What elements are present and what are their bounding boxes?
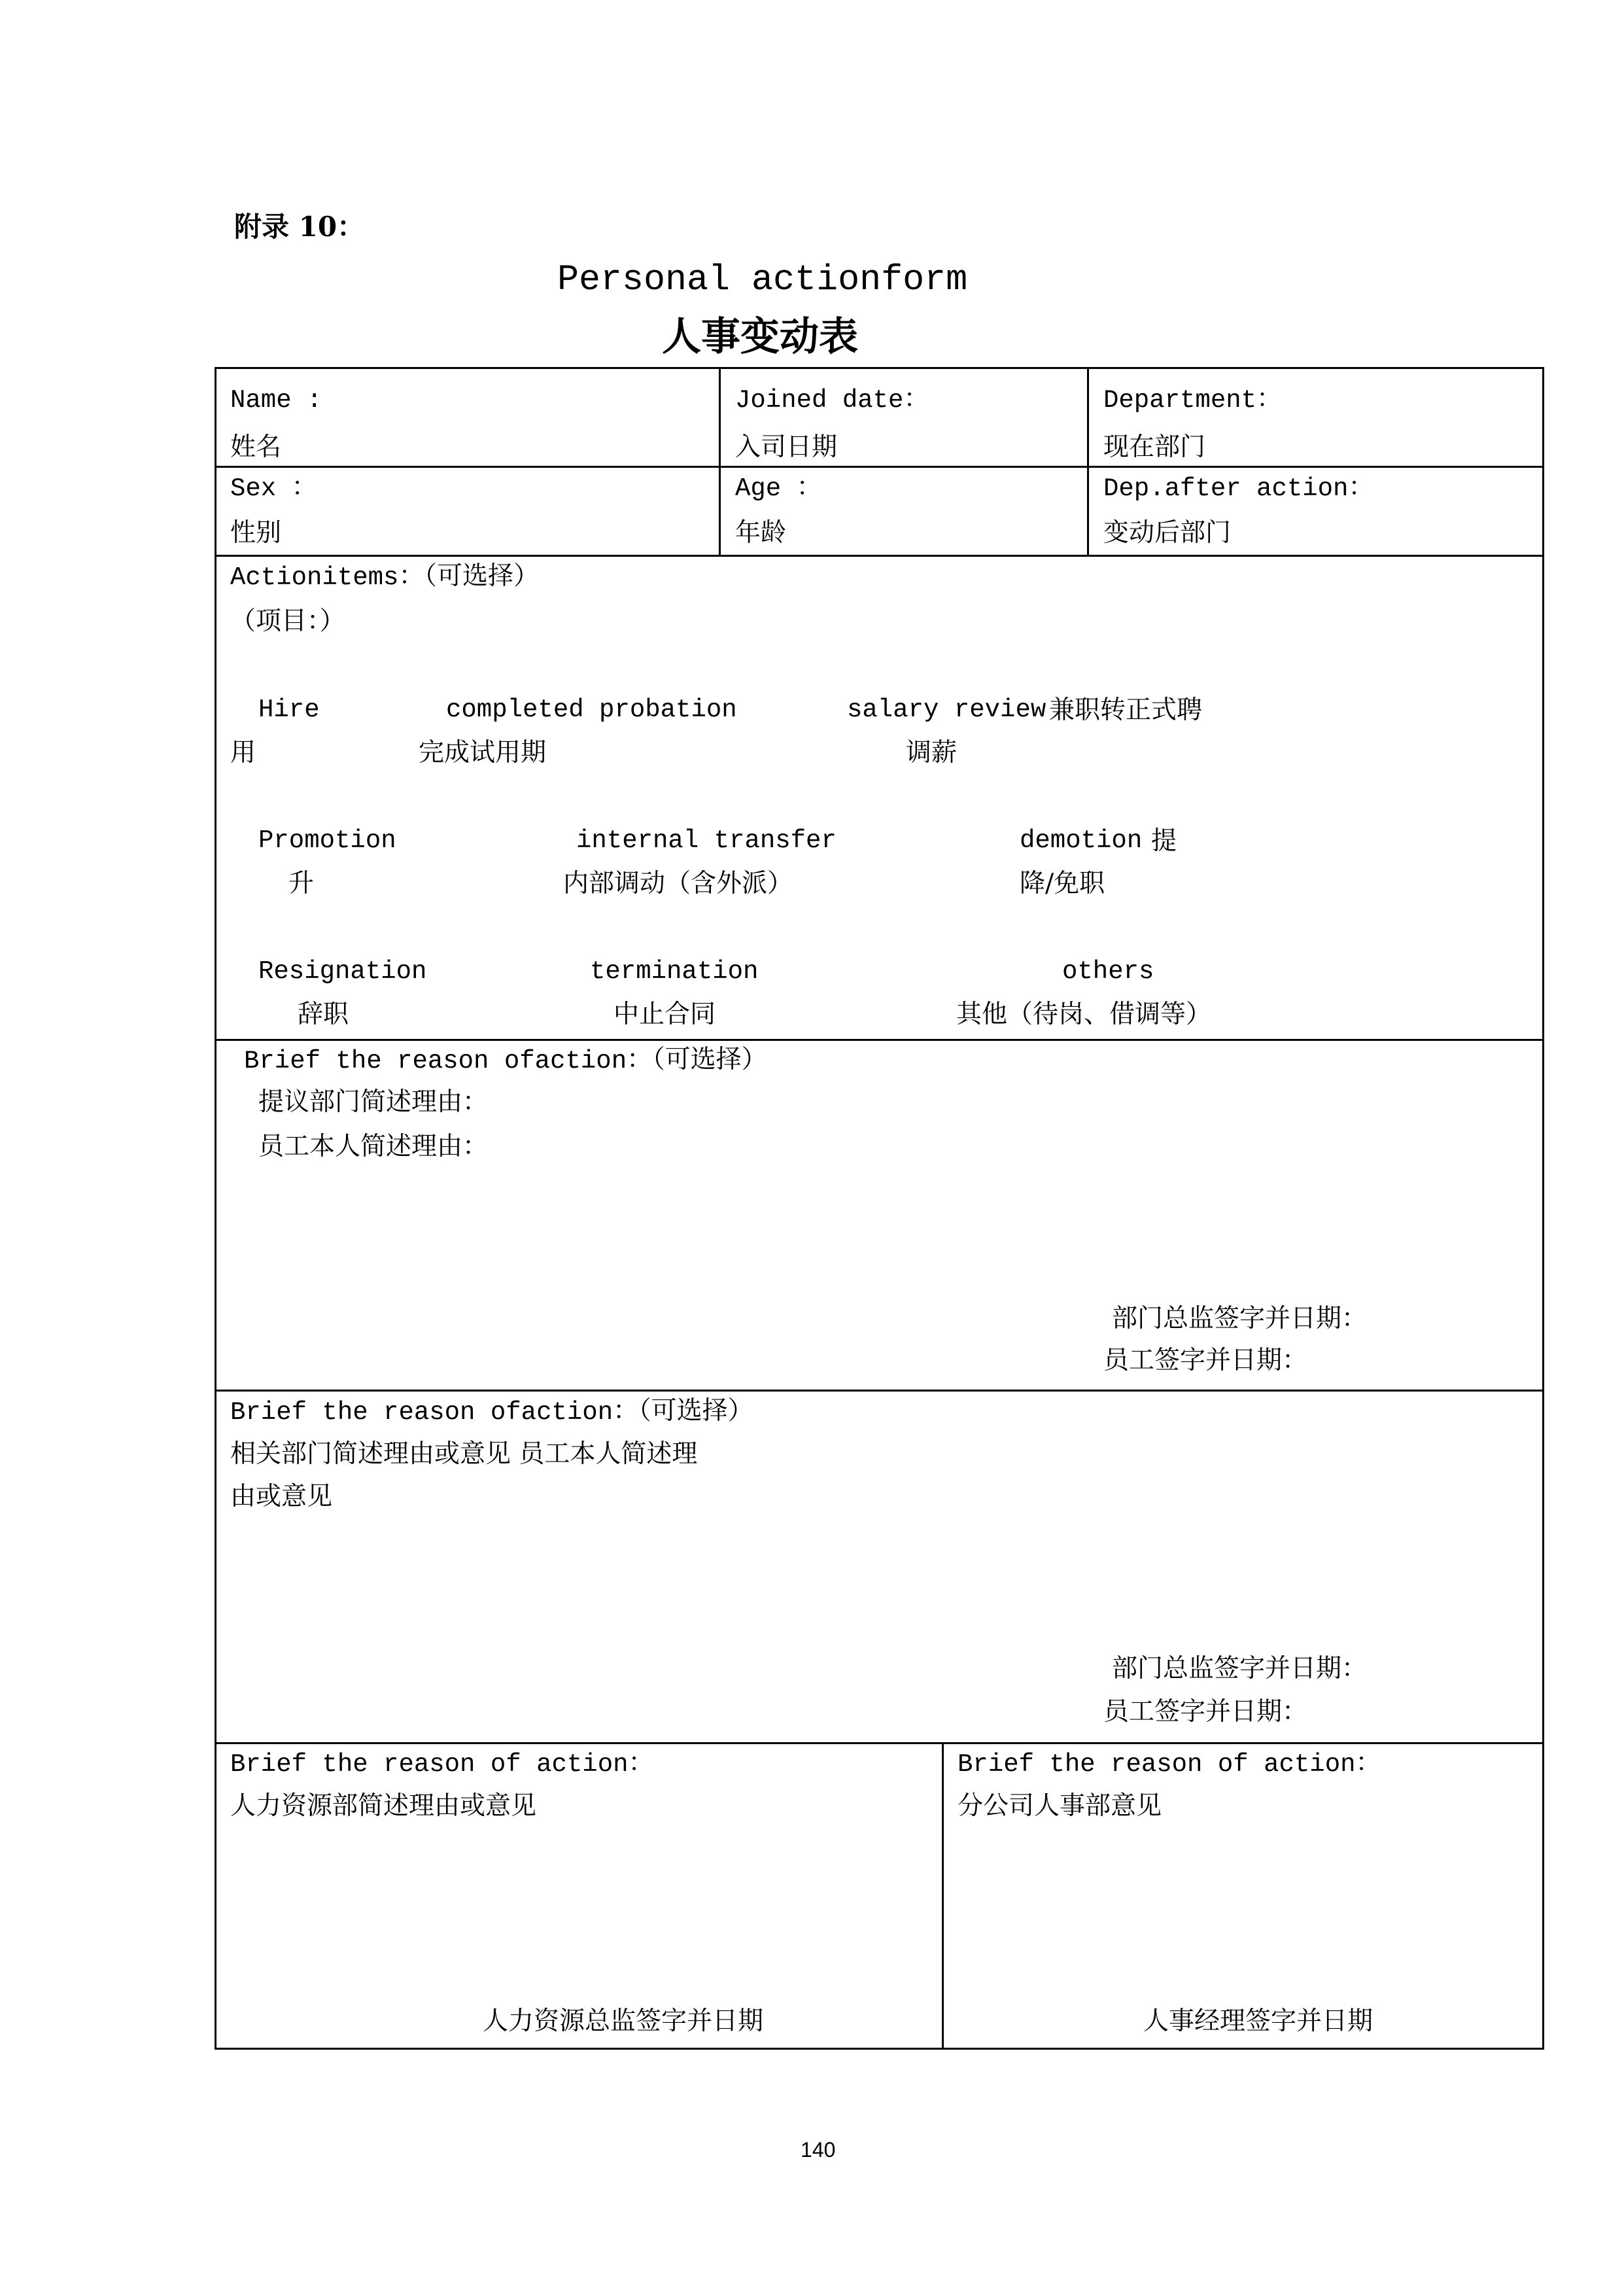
reason1-employee-reason-label: 员工本人简述理由：	[258, 1132, 489, 1161]
option-hire: Hire	[258, 695, 320, 724]
option-demotion: demotion	[1020, 826, 1143, 855]
option-termination-cn: 中止合同	[613, 1000, 716, 1029]
option-demotion-prefix-cn: 提	[1151, 826, 1177, 856]
age-label-en: Age ：	[735, 474, 822, 503]
dep-after-action-label-en: Dep.after action：	[1103, 474, 1374, 503]
option-salary-review-cn: 调薪	[906, 738, 958, 767]
option-promotion-cn: 升	[288, 869, 315, 898]
table-border-left	[215, 367, 216, 2050]
option-demotion-cn: 降/免职	[1020, 869, 1105, 898]
title-cn: 人事变动表	[662, 314, 858, 360]
sex-label-en: Sex ：	[230, 474, 317, 503]
row-divider	[215, 1390, 1544, 1392]
table-border-top	[215, 367, 1544, 369]
reason1-director-signature-label: 部门总监签字并日期：	[1112, 1304, 1368, 1333]
option-others-cn: 其他（待岗、借调等）	[956, 1000, 1212, 1029]
name-label-cn: 姓名	[230, 432, 282, 462]
table-border-bottom	[215, 2048, 1544, 2050]
reason2-body-line1: 相关部门简述理由或意见 员工本人简述理	[230, 1439, 698, 1469]
option-resignation-cn: 辞职	[298, 1000, 349, 1029]
joined-date-label-cn: 入司日期	[735, 432, 838, 462]
reason2-director-signature-label: 部门总监签字并日期：	[1112, 1654, 1368, 1683]
column-divider	[942, 1742, 944, 2050]
reason2-heading: Brief the reason ofaction：（可选择）	[230, 1398, 753, 1427]
option-termination: termination	[590, 957, 759, 986]
option-completed-probation: completed probation	[446, 695, 737, 724]
reason2-body-line2: 由或意见	[230, 1482, 333, 1511]
reason1-employee-signature-label: 员工签字并日期：	[1103, 1346, 1308, 1375]
option-hire-cn: 用	[230, 738, 256, 767]
reason1-dept-reason-label: 提议部门简述理由：	[258, 1087, 489, 1117]
page-number: 140	[801, 2138, 836, 2162]
sex-label-cn: 性别	[230, 518, 282, 548]
department-label-cn: 现在部门	[1103, 432, 1206, 462]
action-items-subheading: （项目：）	[230, 606, 345, 636]
reason2-employee-signature-label: 员工签字并日期：	[1103, 1697, 1308, 1726]
reason1-heading: Brief the reason ofaction：（可选择）	[244, 1047, 767, 1076]
option-internal-transfer-cn: 内部调动（含外派）	[563, 869, 793, 898]
department-label-en: Department：	[1103, 386, 1283, 415]
branch-reason-heading: Brief the reason of action：	[958, 1750, 1381, 1779]
option-parttime-cn: 兼职转正式聘	[1049, 695, 1203, 725]
option-others: others	[1062, 957, 1154, 986]
option-internal-transfer: internal transfer	[576, 826, 837, 855]
option-resignation: Resignation	[258, 957, 427, 986]
column-divider	[719, 367, 721, 557]
row-divider	[215, 555, 1544, 557]
hr-director-signature-label: 人力资源总监签字并日期	[483, 2006, 764, 2036]
hr-manager-signature-label: 人事经理签字并日期	[1143, 2006, 1373, 2036]
option-salary-review: salary review	[847, 695, 1046, 724]
title-en: Personal actionform	[557, 259, 968, 300]
row-divider	[215, 466, 1544, 468]
hr-reason-body: 人力资源部简述理由或意见	[230, 1791, 537, 1821]
dep-after-action-label-cn: 变动后部门	[1103, 518, 1232, 548]
action-items-heading: Actionitems：（可选择）	[230, 563, 539, 592]
table-border-right	[1542, 367, 1544, 2050]
row-divider	[215, 1742, 1544, 1744]
name-label-en: Name :	[230, 386, 322, 415]
joined-date-label-en: Joined date：	[735, 386, 929, 415]
hr-reason-heading: Brief the reason of action：	[230, 1750, 654, 1779]
age-label-cn: 年龄	[735, 518, 787, 548]
option-promotion: Promotion	[258, 826, 396, 855]
row-divider	[215, 1039, 1544, 1041]
column-divider	[1087, 367, 1089, 557]
option-completed-probation-cn: 完成试用期	[419, 738, 547, 767]
appendix-label: 附录 10：	[234, 211, 365, 243]
branch-reason-body: 分公司人事部意见	[958, 1791, 1162, 1821]
